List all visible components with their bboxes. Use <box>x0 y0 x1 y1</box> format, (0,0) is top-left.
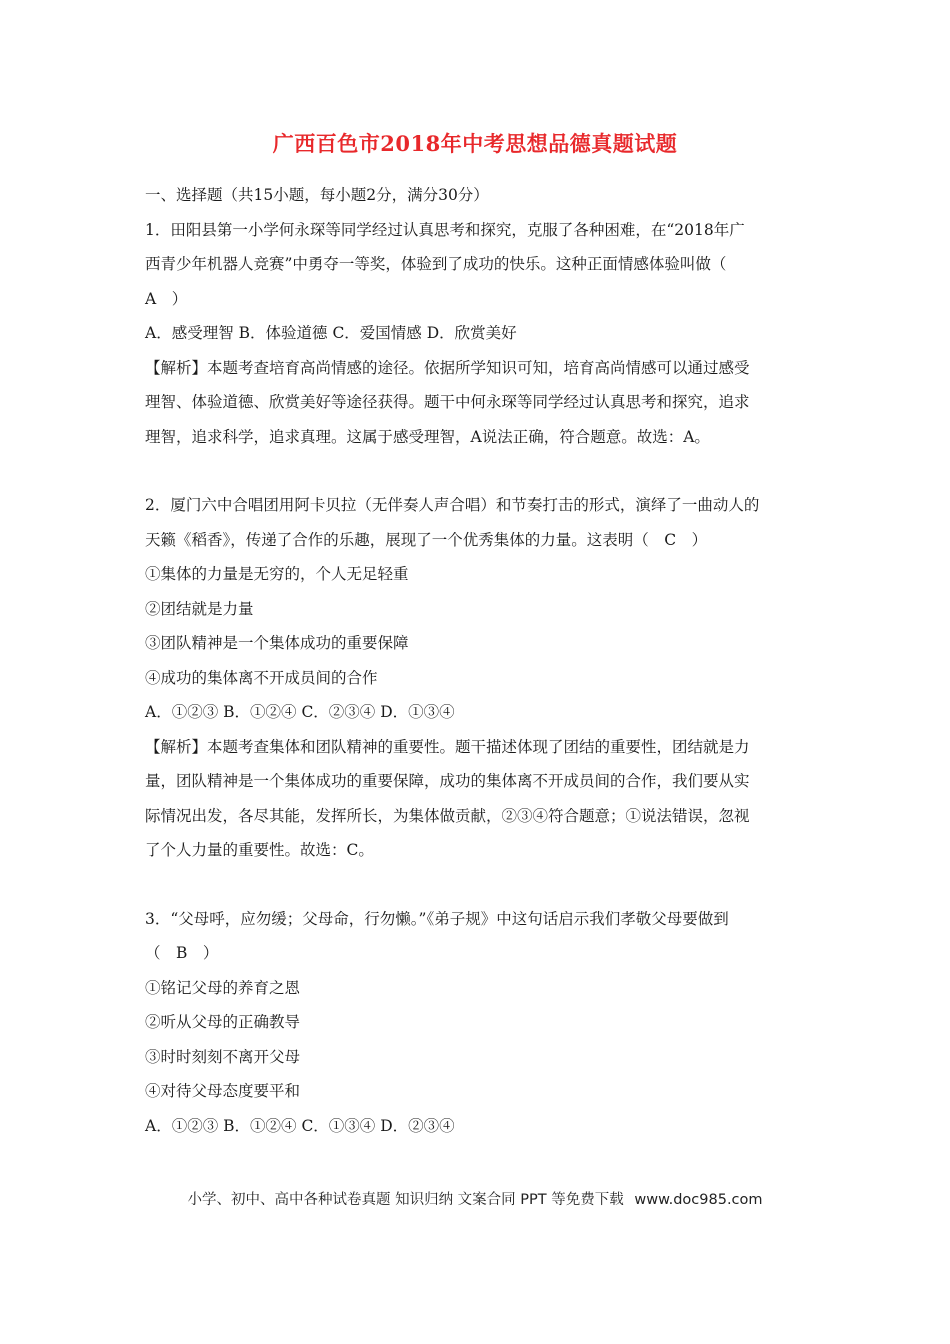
answer-choices: A．①②③ B．①②④ C．②③④ D．①③④ <box>145 703 455 721</box>
analysis-line: 际情况出发，各尽其能，发挥所长，为集体做贡献，②③④符合题意；①说法错误，忽视 <box>145 806 750 825</box>
statement-option: ①铭记父母的养育之恩 <box>145 978 301 997</box>
statement-option: ①集体的力量是无穷的，个人无足轻重 <box>145 565 409 583</box>
answer-choices: A．①②③ B．①②④ C．①③④ D．②③④ <box>145 1116 455 1135</box>
document-body <box>145 178 815 1143</box>
question-text-line: 天籁《稻香》，传递了合作的乐趣，展现了一个优秀集体的力量。这表明（ C ） <box>145 530 708 549</box>
footer-text: 小学、初中、高中各种试卷真题 知识归纳 文案合同 PPT 等免费下载 <box>187 1192 624 1208</box>
question-answer-line: （ B ） <box>145 944 219 962</box>
question-answer-line: A ） <box>145 289 188 308</box>
page-footer <box>0 1188 950 1209</box>
analysis-line: 【解析】本题考查集体和团队精神的重要性。题干描述体现了团结的重要性，团结就是力 <box>145 737 750 756</box>
analysis-line: 了个人力量的重要性。故选：C。 <box>145 841 374 859</box>
footer-url[interactable]: www.doc985.com <box>634 1192 763 1208</box>
question-text-line: 西青少年机器人竞赛”中勇夺一等奖，体验到了成功的快乐。这种正面情感体验叫做（ <box>145 255 727 273</box>
statement-option: ③时时刻刻不离开父母 <box>145 1047 301 1066</box>
analysis-line: 【解析】本题考查培育高尚情感的途径。依据所学知识可知，培育高尚情感可以通过感受 <box>145 358 750 377</box>
statement-option: ②听从父母的正确教导 <box>145 1013 301 1031</box>
answer-choices: A．感受理智 B．体验道德 C．爱国情感 D．欣赏美好 <box>145 324 517 342</box>
statement-option: ④成功的集体离不开成员间的合作 <box>145 668 378 687</box>
section-heading: 一、选择题（共15小题，每小题2分，满分30分） <box>145 186 489 204</box>
analysis-line: 理智、体验道德、欣赏美好等途径获得。题干中何永琛等同学经过认真思考和探究，追求 <box>145 393 750 411</box>
statement-option: ④对待父母态度要平和 <box>145 1082 301 1100</box>
question-text-line: 1．田阳县第一小学何永琛等同学经过认真思考和探究，克服了各种困难，在“2018年广 <box>145 220 745 239</box>
analysis-line: 理智，追求科学，追求真理。这属于感受理智，A说法正确，符合题意。故选：A。 <box>145 427 710 446</box>
question-text-line: 2．厦门六中合唱团用阿卡贝拉（无伴奏人声合唱）和节奏打击的形式，演绎了一曲动人的 <box>145 496 760 514</box>
question-2 <box>145 488 815 868</box>
statement-option: ③团队精神是一个集体成功的重要保障 <box>145 634 409 652</box>
statement-option: ②团结就是力量 <box>145 599 254 618</box>
analysis-line: 量，团队精神是一个集体成功的重要保障，成功的集体离不开成员间的合作，我们要从实 <box>145 772 750 790</box>
document-title: 广西百色市2018年中考思想品德真题试题 <box>272 131 678 156</box>
question-1 <box>145 213 815 455</box>
question-text-line: 3．“父母呼，应勿缓；父母命，行勿懒。”《弟子规》中这句话启示我们孝敬父母要做到 <box>145 909 729 928</box>
question-3 <box>145 902 815 1144</box>
